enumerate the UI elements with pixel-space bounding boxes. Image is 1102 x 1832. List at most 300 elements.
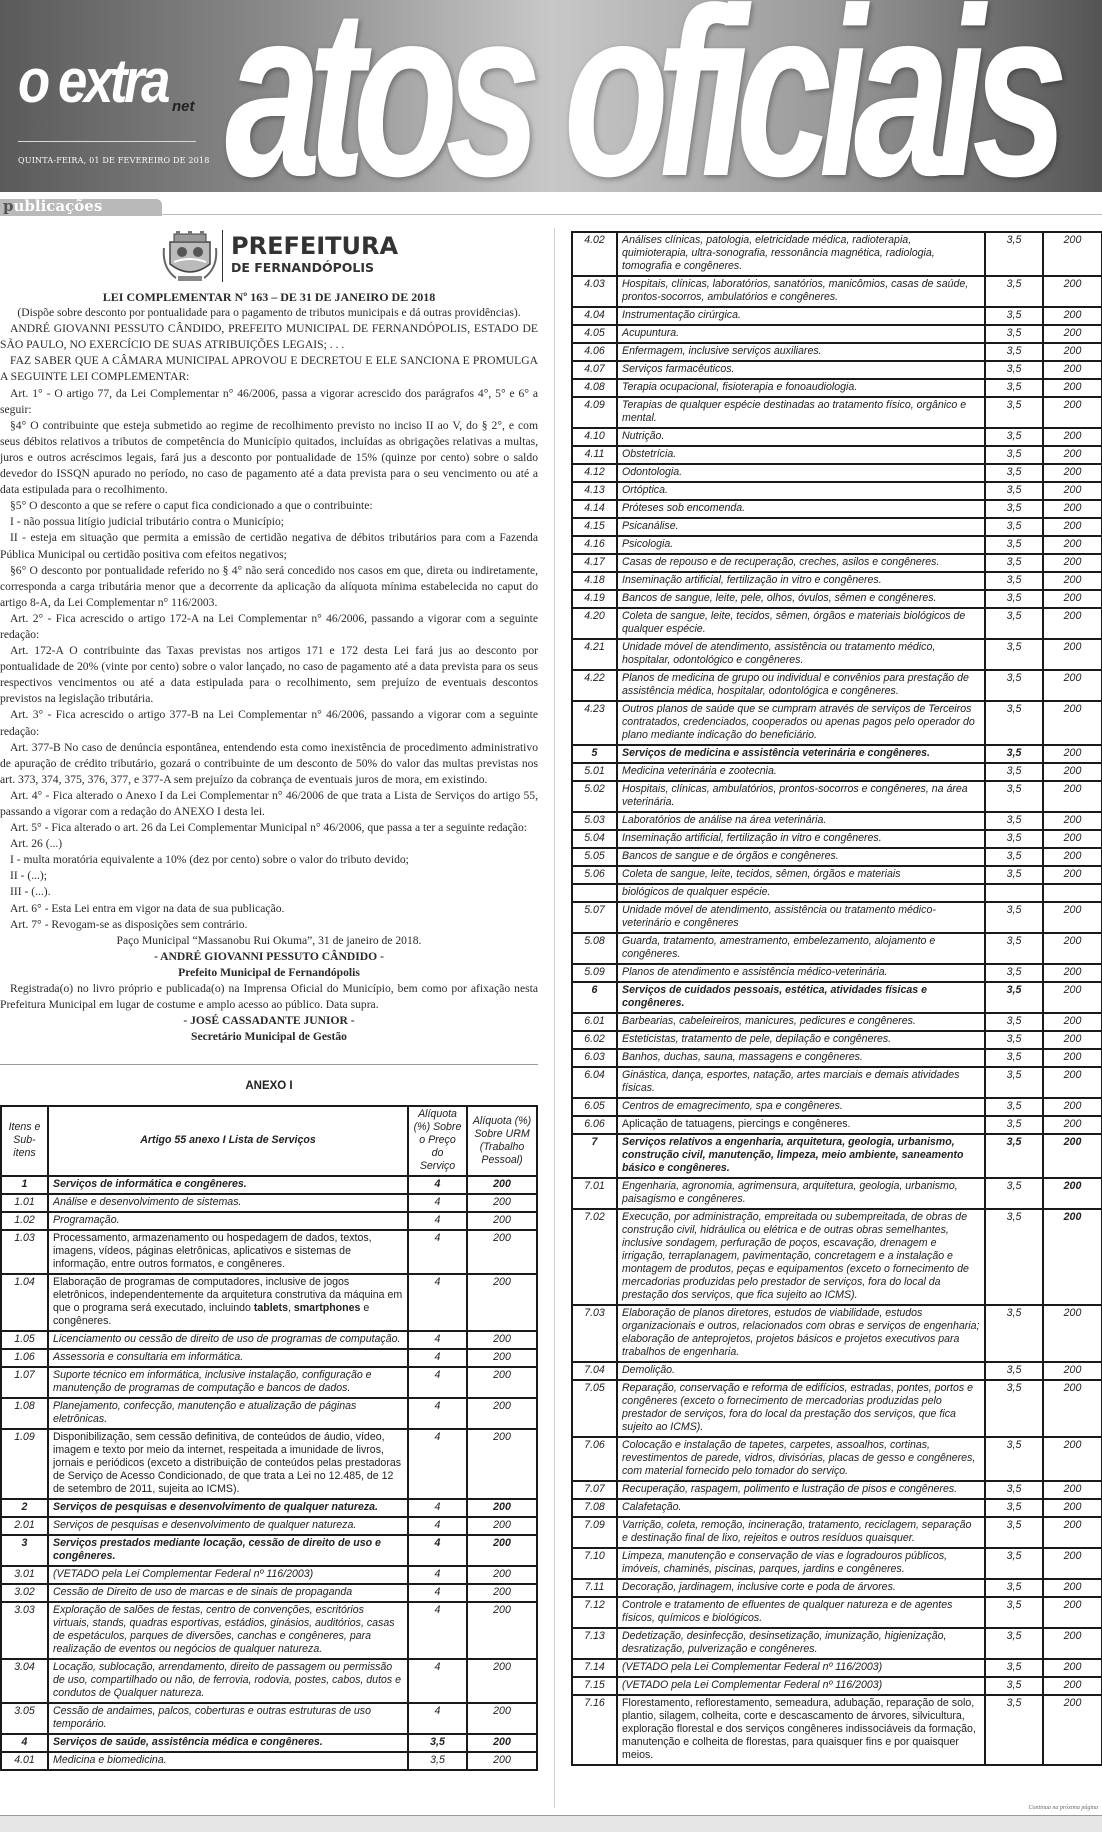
edition-date: QUINTA-FEIRA, 01 DE FEVEREIRO DE 2018 [18,156,210,165]
cell-description: Controle e tratamento de efluentes de qualquer natureza e de agentes físicos, químicos e biológicos. [617,1597,985,1628]
cell-description: Calafetação. [617,1499,985,1517]
cell-rate: 3,5 [985,572,1043,590]
cell-description: Ginástica, dança, esportes, natação, artes marciais e demais atividades físicas. [617,1067,985,1098]
table-row [572,763,1102,781]
cell-description: Ortóptica. [617,482,985,500]
table-section-row [1,1734,537,1752]
cell-rate [985,884,1043,902]
cell-urm: 200 [1043,964,1102,982]
cell-item [572,884,617,902]
cell-item: 7.13 [572,1628,617,1659]
cell-urm: 200 [1043,1380,1102,1437]
cell-rate: 3,5 [985,1178,1043,1209]
cell-item: 4.08 [572,379,617,397]
cell-item: 4.17 [572,554,617,572]
cell-description: Serviços farmacêuticos. [617,361,985,379]
cell-rate: 3,5 [408,1734,467,1752]
law-paragraph: Art. 172-A O contribuinte das Taxas previstas nos artigos 171 e 172 desta Lei fará jus ao desconto por pontualidade de 20% (vinte por cento) sobre o valor lançado, no caso de pagamento até a data prevista para os seus respectivos vencimentos ou até a data estipulada para o recolhimento, sem prejuízo de eventuais descontos previstos na legislação tributária. [0,644,538,706]
table-row [1,1331,537,1349]
cell-urm: 200 [1043,902,1102,933]
table-row [572,1178,1102,1209]
law-paragraph: Art. 26 (...) [10,837,63,851]
cell-item: 4.10 [572,428,617,446]
table-row [572,397,1102,428]
cell-description: Serviços de medicina e assistência veterinária e congêneres. [617,745,985,763]
cell-description: (VETADO pela Lei Complementar Federal nº 116/2003) [617,1659,985,1677]
cell-item: 3.03 [1,1602,48,1659]
cell-urm: 200 [1043,536,1102,554]
cell-description: Outros planos de saúde que se cumpram através de serviços de Terceiros contratados, credenciados, cooperados ou apenas pagos pelo operador do plano mediante indicação do beneficiário. [617,701,985,745]
cell-description: Terapia ocupacional, fisioterapia e fonoaudiologia. [617,379,985,397]
cell-description: Execução, por administração, empreitada ou subempreitada, de obras de construção civil, hidráulica ou elétrica e de outras obras semelhantes, inclusive sondagem, perfuração de poços, escavação, drenagem e irrigação, terraplanagem, pavimentação, concretagem e a instalação e montagem de produtos, peças e equipamentos (exceto o fornecimento de mercadorias produzidas pelo prestador de serviços, fora do local da prestação dos serviços, que fica sujeito ao ICMS). [617,1209,985,1305]
cell-urm: 200 [1043,361,1102,379]
cell-item: 4.11 [572,446,617,464]
cell-urm: 200 [467,1429,537,1499]
cell-urm: 200 [1043,446,1102,464]
cell-item: 7.06 [572,1437,617,1481]
table-row [572,325,1102,343]
cell-item: 7.02 [572,1209,617,1305]
cell-description: Processamento, armazenamento ou hospedagem de dados, textos, imagens, vídeos, páginas eletrônicas, aplicativos e sistemas de informação, entre outros formatos, e congêneres. [48,1230,408,1274]
cell-description: Inseminação artificial, fertilização in vitro e congêneres. [617,830,985,848]
cell-description: Limpeza, manutenção e conservação de vias e logradouros públicos, imóveis, chaminés, piscinas, parques, jardins e congêneres. [617,1548,985,1579]
cell-item: 3.02 [1,1584,48,1602]
law-title: LEI COMPLEMENTAR Nº 163 – DE 31 DE JANEIRO DE 2018 [102,290,436,304]
cell-item: 5.03 [572,812,617,830]
cell-description: Análises clínicas, patologia, eletricidade médica, radioterapia, quimioterapia, ultra-sonografia, ressonância magnética, radiologia, tomografia e congêneres. [617,232,985,276]
cell-rate: 3,5 [985,1597,1043,1628]
table-row [1,1703,537,1734]
cell-description: Planos de medicina de grupo ou individual e convênios para prestação de assistência médica, hospitalar, odontológica e congêneres. [617,670,985,701]
cell-item: 1.06 [1,1349,48,1367]
cell-urm: 200 [467,1331,537,1349]
cell-urm: 200 [1043,464,1102,482]
cell-urm: 200 [1043,1031,1102,1049]
cell-item: 4.16 [572,536,617,554]
cell-urm: 200 [1043,307,1102,325]
cell-urm: 200 [1043,554,1102,572]
cell-rate: 4 [408,1429,467,1499]
cell-item: 4 [1,1734,48,1752]
signer-mayor-name: - ANDRÉ GIOVANNI PESSUTO CÂNDIDO - [154,949,384,963]
cell-urm: 200 [1043,379,1102,397]
table-row [1,1274,537,1331]
cell-description: Psicanálise. [617,518,985,536]
cell-rate: 3,5 [985,1209,1043,1305]
cell-rate: 3,5 [985,1437,1043,1481]
cell-urm: 200 [1043,866,1102,884]
cell-description: Programação. [48,1212,408,1230]
cell-description: Florestamento, reflorestamento, semeadura, adubação, reparação de solo, plantio, silagem, colheita, corte e descascamento de árvores, silvicultura, exploração florestal e dos serviços congêneres indissociáveis da formação, manutenção e colheita de florestas, para quaisquer fins e por quaisquer meios. [617,1695,985,1765]
cell-item: 1.05 [1,1331,48,1349]
table-row [572,701,1102,745]
cell-description: Cessão de Direito de uso de marcas e de sinais de propaganda [48,1584,408,1602]
cell-rate: 3,5 [985,361,1043,379]
cell-item: 1.01 [1,1194,48,1212]
banner-divider [18,141,196,142]
cell-item: 5.09 [572,964,617,982]
cell-description: (VETADO pela Lei Complementar Federal nº 116/2003) [617,1677,985,1695]
cell-rate: 3,5 [985,1013,1043,1031]
table-row [572,343,1102,361]
cell-item: 4.22 [572,670,617,701]
cell-rate: 3,5 [985,866,1043,884]
cell-urm: 200 [1043,1049,1102,1067]
law-paragraph: Art. 377-B No caso de denúncia espontânea, entendendo esta como inexistência de procedimento administrativo de apuração de crédito tributário, gozará o contribuinte de um desconto de 50% do valor das multas previstas nos art. 373, 374, 375, 376, 377, e 377-A sem prejuízo da cobrança de eventuais juros de mora, em existindo. [0,740,538,786]
cell-rate: 3,5 [985,1677,1043,1695]
cell-rate: 3,5 [985,639,1043,670]
cell-description: (VETADO pela Lei Complementar Federal nº 116/2003) [48,1566,408,1584]
cell-description: Hospitais, clínicas, ambulatórios, prontos-socorros e congêneres, na área veterinária. [617,781,985,812]
header-rate: Alíquota (%) Sobre o Preço do Serviço [408,1106,467,1176]
cell-urm: 200 [467,1212,537,1230]
cell-rate: 3,5 [985,325,1043,343]
cell-description: Unidade móvel de atendimento, assistência ou tratamento médico, hospitalar, odontológico e congêneres. [617,639,985,670]
cell-urm: 200 [1043,276,1102,307]
cell-item: 4.03 [572,276,617,307]
cell-urm: 200 [1043,1067,1102,1098]
cell-description: Serviços de informática e congêneres. [48,1176,408,1194]
cell-rate: 3,5 [985,1116,1043,1134]
table-row [572,500,1102,518]
cell-description: Disponibilização, sem cessão definitiva, de conteúdos de áudio, vídeo, imagem e texto por meio da internet, respeitada a imunidade de livros, jornais e periódicos (exceto a distribuição de conteúdos pelas prestadoras de Serviço de Acesso Condicionado, de que trata a Lei no 12.485, de 12 de setembro de 2011, sujeita ao ICMS). [48,1429,408,1499]
registration-note: Registrada(o) no livro próprio e publicada(o) na Imprensa Oficial do Município, bem como por afixação nesta Prefeitura Municipal em lugar de costume e amplo acesso ao público. Data supra. [0,982,538,1012]
cell-description: Serviços de cuidados pessoais, estética, atividades físicas e congêneres. [617,982,985,1013]
table-row [572,446,1102,464]
table-row [572,1209,1102,1305]
cell-description: Demolição. [617,1362,985,1380]
law-paragraph: ANDRÉ GIOVANNI PESSUTO CÂNDIDO, PREFEITO MUNICIPAL DE FERNANDÓPOLIS, ESTADO DE SÃO PAULO, NO EXERCÍCIO DE SUAS ATRIBUIÇÕES LEGAIS; . . . [0,322,538,352]
cell-rate: 4 [408,1194,467,1212]
table-row [572,1049,1102,1067]
table-row [572,1579,1102,1597]
cell-item: 3.04 [1,1659,48,1703]
cell-urm: 200 [1043,1013,1102,1031]
cell-description: Nutrição. [617,428,985,446]
cell-rate: 3,5 [985,482,1043,500]
table-row [1,1367,537,1398]
cell-urm: 200 [1043,933,1102,964]
section-label-rest: ublicações [13,197,103,215]
law-paragraph: I - não possua litígio judicial tributário contra o Município; [10,515,285,529]
cell-item: 4.13 [572,482,617,500]
brand-suffix: net [172,98,195,115]
cell-urm: 200 [1043,1305,1102,1362]
cell-description: Instrumentação cirúrgica. [617,307,985,325]
cell-description: Elaboração de programas de computadores, inclusive de jogos eletrônicos, independentemente da arquitetura construtiva da máquina em que o programa será executado, incluindo tablets, smartphones e congêneres. [48,1274,408,1331]
cell-urm: 200 [1043,830,1102,848]
cell-item: 4.12 [572,464,617,482]
cell-urm: 200 [1043,608,1102,639]
cell-rate: 3,5 [985,397,1043,428]
cell-rate: 3,5 [985,343,1043,361]
law-paragraph: Art. 1° - O artigo 77, da Lei Complementar n° 46/2006, passa a vigorar acrescido dos parágrafos 4°, 5° e 6° a seguir: [0,386,538,416]
cell-description: Banhos, duchas, sauna, massagens e congêneres. [617,1049,985,1067]
law-paragraph: FAZ SABER QUE A CÂMARA MUNICIPAL APROVOU E DECRETOU E ELE SANCIONA E PROMULGA A SEGUINTE LEI COMPLEMENTAR: [0,354,538,384]
cell-description: Medicina e biomedicina. [48,1752,408,1770]
table-section-row [1,1499,537,1517]
table-row [1,1752,537,1770]
cell-rate: 3,5 [985,1049,1043,1067]
cell-item: 5.06 [572,866,617,884]
cell-item: 7.12 [572,1597,617,1628]
masthead-title: atos oficiais [225,0,1056,192]
cell-urm: 200 [1043,428,1102,446]
cell-urm: 200 [467,1659,537,1703]
cell-rate: 4 [408,1517,467,1535]
cell-urm: 200 [1043,590,1102,608]
coat-of-arms-icon [160,228,220,284]
cell-description: Dedetização, desinfecção, desinsetização, imunização, higienização, desratização, pulverização e congêneres. [617,1628,985,1659]
cell-urm: 200 [1043,1695,1102,1765]
table-row [572,902,1102,933]
cell-urm: 200 [467,1176,537,1194]
cell-item: 4.23 [572,701,617,745]
cell-rate: 3,5 [985,1579,1043,1597]
law-paragraph: §5° O desconto a que se refere o caput fica condicionado a que o contribuinte: [10,499,373,513]
cell-rate: 4 [408,1499,467,1517]
cell-rate: 3,5 [985,276,1043,307]
law-paragraph: Art. 2° - Fica acrescido o artigo 172-A na Lei Complementar n° 46/2006, passando a vigorar com a seguinte redação: [0,611,538,641]
cell-description: Planejamento, confecção, manutenção e atualização de páginas eletrônicas. [48,1398,408,1429]
cell-urm: 200 [1043,1597,1102,1628]
cell-rate: 3,5 [985,848,1043,866]
cell-urm: 200 [1043,1628,1102,1659]
cell-urm: 200 [1043,1677,1102,1695]
cell-rate: 3,5 [985,812,1043,830]
cell-rate: 4 [408,1584,467,1602]
cell-description: Unidade móvel de atendimento, assistência ou tratamento médico-veterinário e congêneres [617,902,985,933]
cell-item: 6.02 [572,1031,617,1049]
header-description: Artigo 55 anexo I Lista de Serviços [48,1106,408,1176]
cell-description: Serviços relativos a engenharia, arquitetura, geologia, urbanismo, construção civil, manutenção, limpeza, meio ambiente, saneamento básico e congêneres. [617,1134,985,1178]
place-date: Paço Municipal “Massanobu Rui Okuma”, 31 de janeiro de 2018. [116,933,422,947]
law-paragraph: Art. 7° - Revogam-se as disposições sem contrário. [10,917,248,931]
cell-urm: 200 [1043,482,1102,500]
signer-secretary-name: - JOSÉ CASSADANTE JUNIOR - [183,1014,355,1028]
table-row [572,232,1102,276]
brand-logo: o extra [18,47,168,116]
cell-urm: 200 [1043,781,1102,812]
cell-item: 7.10 [572,1548,617,1579]
cell-item: 4.19 [572,590,617,608]
cell-description: Assessoria e consultaria em informática. [48,1349,408,1367]
cell-item: 6.01 [572,1013,617,1031]
cell-item: 6 [572,982,617,1013]
table-row [572,1437,1102,1481]
table-row [572,361,1102,379]
table-row [572,536,1102,554]
law-paragraph: Art. 4° - Fica alterado o Anexo I da Lei Complementar n° 46/2006 de que trata a Lista de Serviços do artigo 55, passando a vigorar com a redação do ANEXO I desta lei. [0,788,538,818]
table-row [1,1659,537,1703]
cell-rate: 3,5 [985,763,1043,781]
cell-rate: 4 [408,1367,467,1398]
cell-description: Psicologia. [617,536,985,554]
cell-description: Colocação e instalação de tapetes, carpetes, assoalhos, cortinas, revestimentos de parede, vidros, divisórias, placas de gesso e congêneres, com material fornecido pelo tomador do serviço. [617,1437,985,1481]
cell-urm: 200 [1043,982,1102,1013]
cell-item: 4.06 [572,343,617,361]
cell-urm: 200 [1043,745,1102,763]
cell-description: Coleta de sangue, leite, tecidos, sêmen, órgãos e materiais [617,866,985,884]
table-row [572,464,1102,482]
cell-urm: 200 [1043,1548,1102,1579]
table-row [572,1677,1102,1695]
cell-rate: 3,5 [985,781,1043,812]
table-row [572,572,1102,590]
cell-rate: 3,5 [985,670,1043,701]
cell-urm: 200 [1043,518,1102,536]
cell-item: 7 [572,1134,617,1178]
table-row [572,1031,1102,1049]
cell-item: 7.11 [572,1579,617,1597]
cell-urm: 200 [467,1566,537,1584]
cell-item: 6.04 [572,1067,617,1098]
cell-item: 3.05 [1,1703,48,1734]
cell-urm: 200 [1043,812,1102,830]
cell-urm: 200 [1043,639,1102,670]
cell-description: Varrição, coleta, remoção, incineração, tratamento, reciclagem, separação e destinação final de lixo, rejeitos e outros resíduos quaisquer. [617,1517,985,1548]
table-row [572,670,1102,701]
cell-description: Acupuntura. [617,325,985,343]
cell-item: 6.06 [572,1116,617,1134]
cell-item: 4.21 [572,639,617,670]
cell-description: Suporte técnico em informática, inclusive instalação, configuração e manutenção de programas de computação e bancos de dados. [48,1367,408,1398]
table-row [572,482,1102,500]
law-paragraph: Art. 6° - Esta Lei entra em vigor na data de sua publicação. [10,901,285,915]
table-row [572,964,1102,982]
table-section-row [1,1535,537,1566]
table-row [572,1380,1102,1437]
table-row [1,1398,537,1429]
cell-description: Análise e desenvolvimento de sistemas. [48,1194,408,1212]
table-row [572,884,1102,902]
table-row [1,1517,537,1535]
cell-description: Locação, sublocação, arrendamento, direito de passagem ou permissão de uso, compartilhado ou não, de ferrovia, rodovia, postes, cabos, dutos e condutos de Qualquer natureza. [48,1659,408,1703]
table-row [1,1566,537,1584]
cell-rate: 4 [408,1703,467,1734]
cell-urm: 200 [467,1499,537,1517]
law-paragraph: §6° O desconto por pontualidade referido no § 4° não será concedido nos casos em que, direta ou indiretamente, corresponda a carga tributária menor que a decorrente da aplicação da alíquota mínima estabelecida no caput do artigo 8-A, da Lei Complementar n° 116/2003. [0,563,538,609]
continues-note: Continua na próxima página [1028,1805,1098,1811]
cell-urm: 200 [467,1349,537,1367]
cell-rate: 3,5 [985,902,1043,933]
cell-rate: 4 [408,1398,467,1429]
cell-urm: 200 [1043,500,1102,518]
cell-urm: 200 [1043,1437,1102,1481]
cell-rate: 3,5 [985,1481,1043,1499]
table-row [1,1584,537,1602]
cell-description: Decoração, jardinagem, inclusive corte e poda de árvores. [617,1579,985,1597]
cell-rate: 3,5 [985,590,1043,608]
cell-urm: 200 [467,1230,537,1274]
table-row [572,428,1102,446]
law-paragraph: Art. 5° - Fica alterado o art. 26 da Lei Complementar Municipal n° 46/2006, que passa a ter a seguinte redação: [10,821,527,835]
cell-item: 4.07 [572,361,617,379]
table-section-row [572,1134,1102,1178]
cell-rate: 3,5 [985,1098,1043,1116]
cell-rate: 3,5 [985,1517,1043,1548]
cell-item: 1.04 [1,1274,48,1331]
signer-secretary-role: Secretário Municipal de Gestão [191,1030,347,1044]
cell-rate: 3,5 [985,554,1043,572]
cell-rate: 3,5 [985,1548,1043,1579]
cell-urm: 200 [1043,397,1102,428]
cell-item: 7.05 [572,1380,617,1437]
cell-description: Terapias de qualquer espécie destinadas ao tratamento físico, orgânico e mental. [617,397,985,428]
cell-rate: 3,5 [985,830,1043,848]
table-row [572,590,1102,608]
table-row [572,1305,1102,1362]
cell-description: Licenciamento ou cessão de direito de uso de programas de computação. [48,1331,408,1349]
cell-rate: 4 [408,1659,467,1703]
cell-rate: 3,5 [985,701,1043,745]
cell-item: 5.01 [572,763,617,781]
law-paragraph: §4° O contribuinte que esteja submetido ao regime de recolhimento previsto no inciso II ao V, do § 2°, e com seus débitos relativos a tributos de competência do Município quitados, incluídas as obrigações relativas a multas, juros e outros acréscimos legais, fará jus a desconto por pontualidade de 15% (quinze por cento) sobre o saldo devedor do ISSQN apurado no período, no caso de pagamento até a data prevista para o seu vencimento ou até a data estipulada para o recolhimento. [0,418,538,497]
law-paragraph: II - esteja em situação que permita a emissão de certidão negativa de débitos tributários para com a Fazenda Pública Municipal ou certidão positiva com efeitos negativos; [0,531,538,561]
signer-mayor-role: Prefeito Municipal de Fernandópolis [178,965,360,979]
cell-description: Engenharia, agronomia, agrimensura, arquitetura, geologia, urbanismo, paisagismo e congêneres. [617,1178,985,1209]
cell-item: 4.02 [572,232,617,276]
cell-rate: 3,5 [985,1628,1043,1659]
table-row [572,1517,1102,1548]
cell-rate: 4 [408,1566,467,1584]
cell-description: Guarda, tratamento, amestramento, embelezamento, alojamento e congêneres. [617,933,985,964]
cell-item: 4.14 [572,500,617,518]
column-divider [554,228,555,1808]
cell-item: 7.01 [572,1178,617,1209]
cell-rate: 3,5 [985,536,1043,554]
cell-description: Bancos de sangue, leite, pele, olhos, óvulos, sêmen e congêneres. [617,590,985,608]
cell-urm: 200 [1043,1579,1102,1597]
law-text [0,289,538,1045]
cell-description: Reparação, conservação e reforma de edifícios, estradas, pontes, portos e congêneres (exceto o fornecimento de mercadorias produzidas pelo prestador de serviços, fora do local da prestação dos serviços, que fica sujeito ao ICMS). [617,1380,985,1437]
cell-rate: 3,5 [985,446,1043,464]
cell-description: Enfermagem, inclusive serviços auxiliares. [617,343,985,361]
cell-rate: 3,5 [985,428,1043,446]
table-row [1,1212,537,1230]
annex-title: ANEXO I [245,1080,293,1092]
cell-item: 5 [572,745,617,763]
cell-item: 3 [1,1535,48,1566]
cell-item: 1.08 [1,1398,48,1429]
cell-urm: 200 [467,1517,537,1535]
cell-item: 7.03 [572,1305,617,1362]
table-row [572,276,1102,307]
table-row [572,933,1102,964]
cell-item: 7.04 [572,1362,617,1380]
table-row [572,830,1102,848]
table-row [572,1013,1102,1031]
table-row [572,781,1102,812]
table-row [572,1067,1102,1098]
cell-urm: 200 [467,1734,537,1752]
section-label-initial: p [3,197,14,215]
cell-description: Esteticistas, tratamento de pele, depilação e congêneres. [617,1031,985,1049]
cell-urm: 200 [467,1752,537,1770]
table-row [572,608,1102,639]
cell-urm: 200 [1043,1178,1102,1209]
cell-description: biológicos de qualquer espécie. [617,884,985,902]
cell-rate: 3,5 [985,982,1043,1013]
cell-description: Barbearias, cabeleireiros, manicures, pedicures e congêneres. [617,1013,985,1031]
cell-urm: 200 [1043,1362,1102,1380]
table-row [572,1499,1102,1517]
header-urm: Alíquota (%) Sobre URM (Trabalho Pessoal) [467,1106,537,1176]
cell-item: 1.07 [1,1367,48,1398]
cell-item: 6.03 [572,1049,617,1067]
cell-rate: 3,5 [985,1362,1043,1380]
cell-rate: 3,5 [985,933,1043,964]
